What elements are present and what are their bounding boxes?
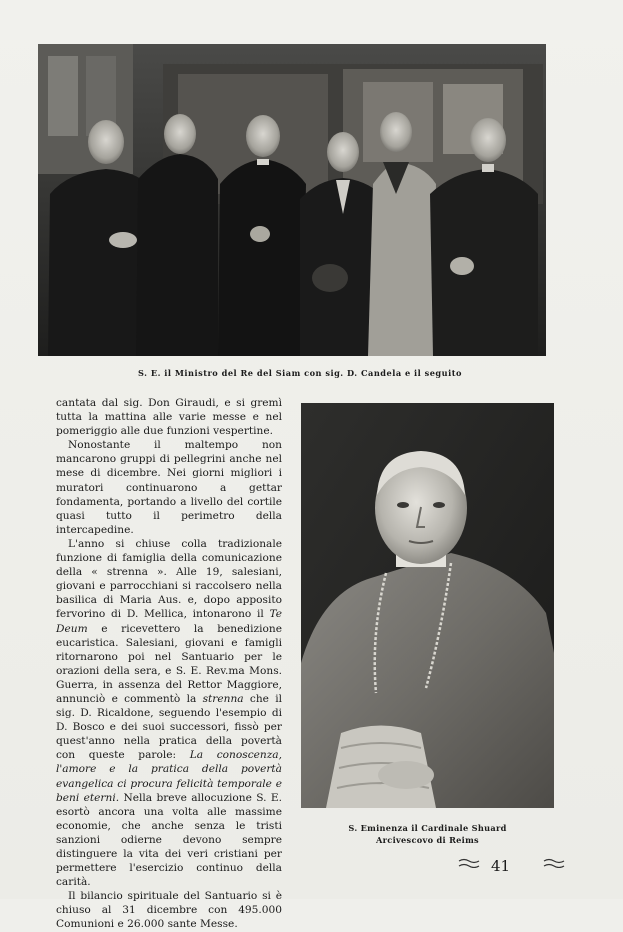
te-deum-italic: Te Deum [56, 608, 282, 635]
paragraph-3-part-a: L'anno si chiuse colla tradizionale funzione di famiglia della comunicazione della « strenna ». Alle 19, salesiani, giovani e parrocchiani si raccolsero nella basilica di Maria Aus. e, dopo apposito fervorino di D. Mellica, intonarono il [56, 537, 282, 621]
paragraph-2: Nonostante il maltempo non mancarono gruppi di pellegrini anche nel mese di dicembre. Nei giorni migliori i muratori continuarono a gettar fondamenta, portando a livello del cortile quasi tutto il perimetro della intercapedine. [56, 439, 282, 536]
cardinal-caption-line-2: Arcivescovo di Reims [376, 835, 479, 845]
cardinal-caption-line-1: S. Eminenza il Cardinale Shuard [348, 823, 507, 833]
paragraph-3 [56, 537, 282, 889]
group-photo [38, 44, 546, 356]
paragraph-3-part-c: che il sig. D. Ricaldone, seguendo l'esempio di D. Bosco e dei suoi successori, fissò per quest'anno nella pratica della povertà con queste parole: [56, 692, 282, 762]
cardinal-portrait-image [301, 403, 554, 808]
group-photo-image [38, 44, 546, 356]
paragraph-3-part-b: e ricevettero la benedizione eucaristica. Salesiani, giovani e famigli ritornarono poi nel Santuario per le orazioni della sera, e S. E. Rev.ma Mons. Guerra, in assenza del Rettor Maggiore, annunciò e commentò la [56, 622, 282, 705]
paragraph-3-part-d: Nella breve allocuzione S. E. esortò ancora una volta alle massime economie, che anche senza le tristi sanzioni odierne devono sempre distinguere la vita dei veri cristiani per permettere l'esercizio continuo della carità. [56, 791, 282, 889]
footer-tilde-mark-left [458, 858, 480, 868]
cardinal-portrait-caption [301, 822, 554, 846]
page-number: 41 [491, 857, 511, 875]
group-photo-caption: S. E. il Ministro del Re del Siam con sig. D. Candela e il seguito [138, 368, 462, 378]
strenna-italic: strenna [202, 692, 244, 705]
footer-tilde-mark-right [543, 858, 565, 868]
strenna-quote-italic: La conoscenza, l'amore e la pratica della povertà evangelica ci procura felicità temporale e beni eterni. [56, 749, 282, 804]
article-text-column [56, 396, 282, 932]
cardinal-portrait-photo [301, 403, 554, 808]
paragraph-4: Il bilancio spirituale del Santuario si è chiuso al 31 dicembre con 495.000 Comunioni e 26.000 sante Messe. [56, 890, 282, 931]
paragraph-1: cantata dal sig. Don Giraudi, e si gremì tutta la mattina alle varie messe e nel pomeriggio alle due funzioni vespertine. [56, 397, 282, 438]
